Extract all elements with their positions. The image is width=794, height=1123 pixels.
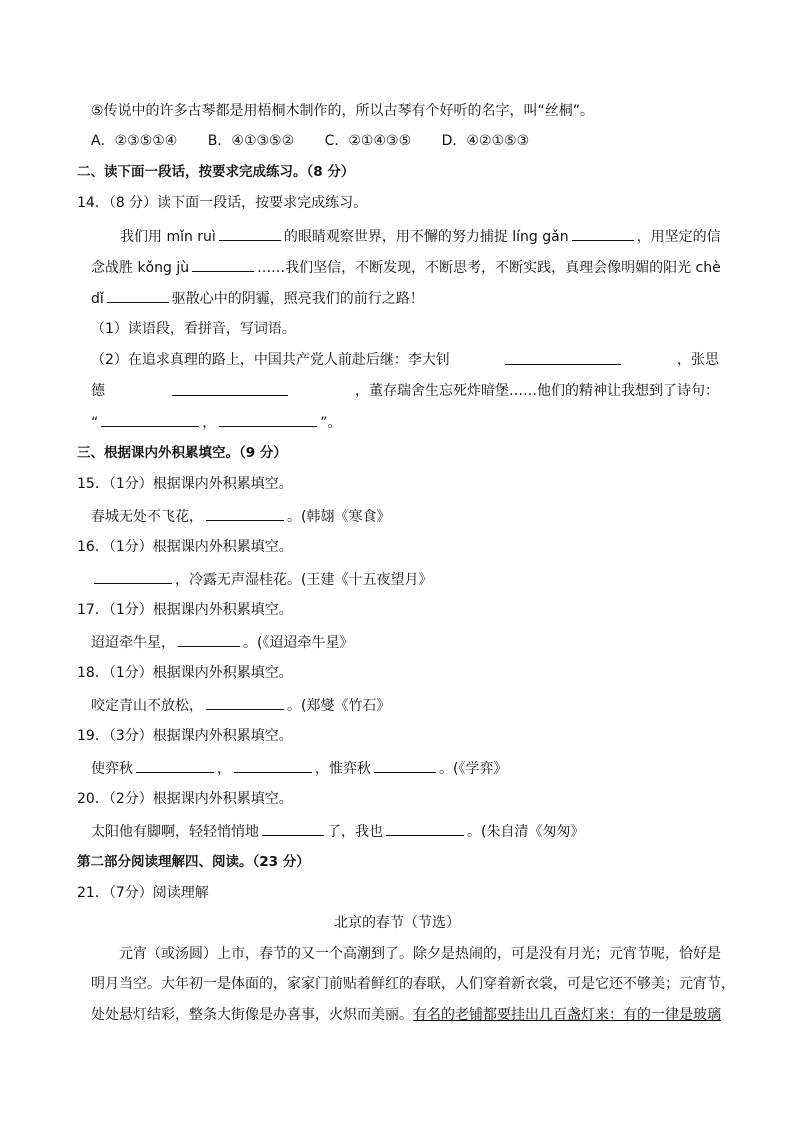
- q20-source: 。(朱自清《匆匆》: [467, 824, 585, 840]
- blank-poem-1[interactable]: [101, 412, 199, 427]
- article-text: 处处悬灯结彩，整条大街像是办喜事，火炽而美丽。: [91, 1007, 413, 1023]
- q15-title: 15．（1分）根据课内外积累填空。: [77, 476, 293, 492]
- q14-sub-2-line-2: [91, 381, 719, 401]
- q19-title: 19．（3分）根据课内外积累填空。: [77, 728, 293, 744]
- option-b[interactable]: B．④①③⑤②: [207, 133, 295, 149]
- q19-text: ，: [217, 761, 231, 777]
- q14-sub-1: （1）读语段，看拼音，写词语。: [91, 321, 296, 337]
- section-3-heading: 三、根据课内外积累填空。（9 分）: [77, 445, 287, 461]
- q19-text: ，惟弈秋: [315, 761, 371, 777]
- q14-passage-line-2: [91, 257, 721, 278]
- article-paragraph-line-3: [91, 1005, 721, 1025]
- q17-text: 迢迢牵牛星，: [91, 635, 175, 651]
- q13-options: [91, 131, 555, 151]
- blank-q15[interactable]: [206, 506, 284, 521]
- q20-line: [91, 821, 584, 842]
- part-2-heading: 第二部分阅读理解四、阅读。（23 分）: [77, 854, 310, 870]
- blank-ling-gan[interactable]: [572, 226, 634, 241]
- quote-open: “: [91, 415, 99, 431]
- q14-sub-2-line-3: [91, 412, 342, 433]
- article-title: 北京的春节（节选）: [334, 915, 460, 931]
- blank-zhang-side[interactable]: [172, 381, 288, 396]
- passage-text: 念战胜 kǒng jù: [91, 260, 190, 276]
- blank-kong-ju[interactable]: [192, 257, 254, 272]
- option-c[interactable]: C．②①④③⑤: [324, 133, 412, 149]
- q19-source: 。(《学弈》: [439, 761, 508, 777]
- option-a[interactable]: A．②③⑤①④: [91, 133, 178, 149]
- q14-sub-2-line-1: [91, 350, 719, 370]
- q14-title: 14．（8 分）读下面一段话，按要求完成练习。: [77, 195, 368, 211]
- q18-line: [91, 695, 390, 716]
- passage-text: 驱散心中的阴霾，照亮我们的前行之路！: [171, 291, 424, 307]
- blank-q19-1[interactable]: [136, 758, 214, 773]
- blank-che-di[interactable]: [107, 288, 169, 303]
- passage-text: dǐ: [91, 291, 104, 307]
- sub2-text: ，董存瑞舍生忘死炸暗堡……他们的精神让我想到了诗句：: [355, 383, 719, 399]
- q20-title: 20．（2分）根据课内外积累填空。: [77, 791, 293, 807]
- article-paragraph-line-2: 明月当空。大年初一是体面的，家家门前贴着鲜红的春联，人们穿着新衣裳，可是它还不够美；元宵节，: [91, 976, 735, 992]
- q20-text: 了，我也: [327, 824, 383, 840]
- sub2-text: ，张思: [677, 352, 719, 368]
- q19-text: 使弈秋: [91, 761, 133, 777]
- sub2-text: （2）在追求真理的路上，中国共产党人前赴后继：李大钊: [91, 352, 450, 368]
- q21-title: 21．（7分）阅读理解: [77, 885, 209, 901]
- blank-q20-2[interactable]: [386, 821, 464, 836]
- article-paragraph-line-1: 元宵（或汤圆）上市，春节的又一个高潮到了。除夕是热闹的，可是没有月光；元宵节呢，恰好是: [119, 946, 721, 962]
- comma: ，: [202, 415, 217, 431]
- blank-q16[interactable]: [94, 569, 172, 584]
- section-2-heading: 二、读下面一段话，按要求完成练习。（8 分）: [77, 164, 355, 180]
- q17-line: [91, 632, 353, 653]
- passage-text: ……我们坚信，不断发现，不断思考，不断实践，真理会像明媚的阳光 chè: [257, 260, 721, 276]
- q16-title: 16．（1分）根据课内外积累填空。: [77, 539, 293, 555]
- blank-q19-3[interactable]: [374, 758, 436, 773]
- q17-title: 17．（1分）根据课内外积累填空。: [77, 602, 293, 618]
- q14-passage-line-1: [120, 226, 721, 247]
- blank-q19-2[interactable]: [234, 758, 312, 773]
- passage-text: 我们用 mǐn ruì: [120, 229, 216, 245]
- blank-q17[interactable]: [178, 632, 240, 647]
- article-underlined-sentence: 有名的老铺都要挂出几百盏灯来：有的一律是玻璃: [413, 1007, 721, 1023]
- q15-source: 。(韩翃《寒食》: [287, 509, 391, 525]
- quote-close: ”。: [320, 415, 342, 431]
- blank-q18[interactable]: [206, 695, 284, 710]
- sub2-text: 德: [91, 383, 105, 399]
- option-d[interactable]: D．④②①⑤③: [441, 133, 530, 149]
- q14-passage-line-3: [91, 288, 424, 309]
- q16-text: ，冷露无声湿桂花。(王建《十五夜望月》: [175, 572, 433, 588]
- q18-source: 。(郑燮《竹石》: [287, 698, 391, 714]
- q19-line: [91, 758, 507, 779]
- blank-q20-1[interactable]: [262, 821, 324, 836]
- q18-title: 18．（1分）根据课内外积累填空。: [77, 665, 293, 681]
- blank-poem-2[interactable]: [219, 412, 317, 427]
- q17-source: 。(《迢迢牵牛星》: [243, 635, 354, 651]
- passage-text: ，用坚定的信: [636, 229, 721, 245]
- q20-text: 太阳他有脚啊，轻轻悄悄地: [91, 824, 259, 840]
- q18-text: 咬定青山不放松，: [91, 698, 203, 714]
- blank-min-rui[interactable]: [219, 226, 281, 241]
- q15-line: [91, 506, 390, 527]
- q15-text: 春城无处不飞花，: [91, 509, 203, 525]
- q13-item-5: ⑤传说中的许多古琴都是用梧桐木制作的，所以古琴有个好听的名字，叫“丝桐”。: [91, 103, 595, 119]
- passage-text: 的眼睛观察世界，用不懈的努力捕捉 líng gǎn: [283, 229, 569, 245]
- q16-line: [91, 569, 432, 590]
- blank-li-dazhao[interactable]: [505, 350, 621, 365]
